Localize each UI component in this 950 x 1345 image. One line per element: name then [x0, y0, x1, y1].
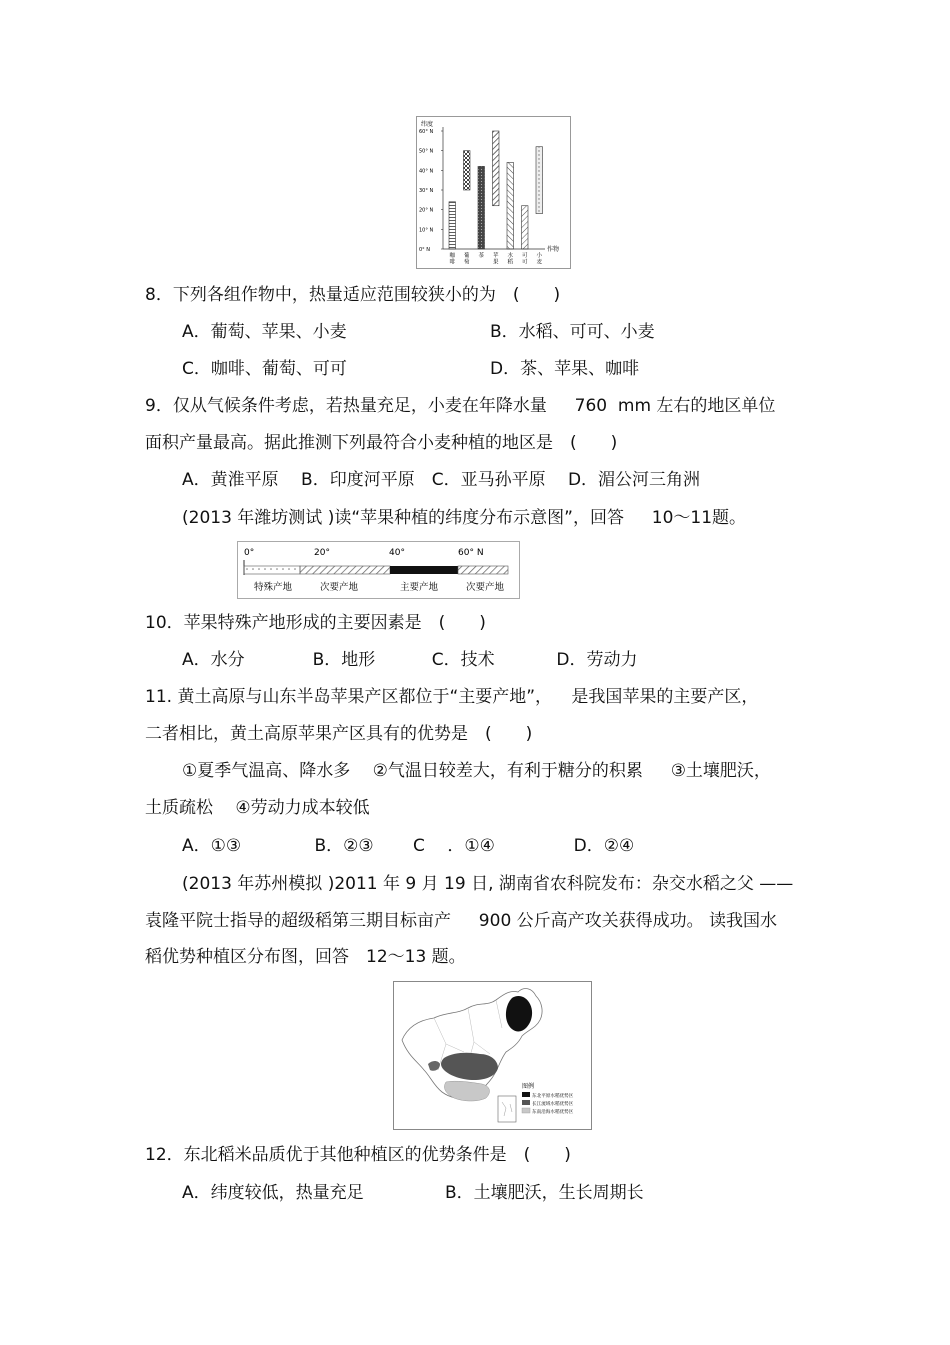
intro-12-13-line3: 稻优势种植区分布图，回答 12～13 题。 [145, 947, 466, 967]
category-label: 苹 [493, 253, 499, 259]
zone-label-secondary-1: 次要产地 [320, 582, 359, 593]
legend-label-southeast: 东南沿海水稻优势区 [532, 1110, 574, 1115]
category-label: 茶 [478, 253, 485, 259]
bar-可可 [522, 206, 529, 249]
q9-options: A．黄淮平原 B．印度河平原 C．亚马孙平原 D．湄公河三角洲 [182, 470, 701, 490]
q8-option-d: D．茶、苹果、咖啡 [490, 359, 640, 379]
y-tick-label: 60° N [419, 129, 434, 135]
intro-10-11: (2013 年潍坊测试 )读“苹果种植的纬度分布示意图”，回答 10～11题。 [182, 508, 747, 528]
q12-option-b: B．土壤肥沃，生长周期长 [445, 1183, 644, 1203]
apple-strip-svg [238, 542, 519, 598]
legend-title: 图例 [522, 1083, 535, 1090]
category-label: 稻 [507, 259, 514, 266]
category-label: 小 [536, 253, 543, 259]
crop-latitude-svg [417, 117, 570, 268]
zone-main [390, 566, 458, 574]
category-label: 麦 [536, 259, 543, 266]
category-label: 水 [507, 253, 514, 259]
q12-option-a: A．纬度较低，热量充足 [182, 1183, 364, 1203]
y-tick-label: 30° N [419, 188, 434, 194]
y-tick-label: 10° N [419, 227, 434, 234]
x-axis-label: 作物 [547, 246, 560, 253]
category-label: 可 [522, 253, 528, 259]
q9-stem-line2: 面积产量最高。据此推测下列最符合小麦种植的地区是 ( ) [145, 433, 618, 453]
zone-special [244, 566, 300, 574]
strip-tick-0: 0° [244, 548, 255, 558]
q10-options: A．水分 B．地形 C．技术 D．劳动力 [182, 650, 638, 670]
legend-swatch-yangtze [522, 1100, 530, 1105]
q8-option-b: B．水稻、可可、小麦 [490, 322, 655, 342]
strip-tick-20: 20° [314, 548, 330, 558]
q10-stem: 10．苹果特殊产地形成的主要因素是 ( ) [145, 613, 486, 633]
bar-水稻 [507, 162, 514, 249]
y-tick-label: 20° N [419, 207, 434, 214]
category-label: 萄 [464, 259, 470, 266]
legend-swatch-northeast [522, 1092, 530, 1097]
q9-stem-line1: 9．仅从气候条件考虑，若热量充足，小麦在年降水量 760 mm 左右的地区单位 [145, 396, 776, 416]
q11-stem-line2: 二者相比，黄土高原苹果产区具有的优势是 ( ) [145, 724, 533, 744]
bar-葡萄 [464, 151, 471, 190]
q11-statements-line1: ①夏季气温高、降水多 ②气温日较差大，有利于糖分的积累 ③土壤肥沃， [182, 761, 771, 781]
q11-stem-line1: 11. 黄土高原与山东半岛苹果产区都位于“主要产地”， 是我国苹果的主要产区， [145, 687, 759, 707]
intro-12-13-line2: 袁隆平院士指导的超级稻第三期目标亩产 900 公斤高产攻关获得成功。 读我国水 [145, 911, 778, 931]
category-label: 果 [493, 259, 499, 266]
strip-tick-40: 40° [389, 548, 405, 558]
south-china-sea-inset [498, 1096, 516, 1122]
q11-statements-line2: 土质疏松 ④劳动力成本较低 [145, 798, 370, 818]
bar-小麦 [536, 147, 543, 214]
zone-label-main: 主要产地 [400, 582, 439, 593]
strip-tick-60: 60° N [458, 548, 484, 558]
q8-option-c: C．咖啡、葡萄、可可 [182, 359, 347, 379]
zone-label-secondary-2: 次要产地 [466, 582, 505, 593]
legend-swatch-southeast [522, 1108, 530, 1113]
southeast-rice-region [444, 1081, 489, 1101]
crop-latitude-chart [416, 116, 571, 269]
zone-secondary-2 [458, 566, 508, 574]
intro-12-13-line1: (2013 年苏州模拟 )2011 年 9 月 19 日, 湖南省农科院发布：杂交水稻之父 —— [182, 874, 794, 894]
q8-stem: 8．下列各组作物中，热量适应范围较狭小的为 ( ) [145, 285, 561, 305]
q11-options: A．①③ B．②③ C ．①④ D．②④ [182, 836, 635, 856]
rice-region-map [393, 981, 592, 1130]
bar-苹果 [493, 131, 500, 206]
y-tick-label: 50° N [419, 148, 434, 155]
bar-茶 [478, 166, 485, 249]
category-label: 咖 [449, 253, 456, 259]
rice-map-svg [394, 982, 591, 1129]
q8-option-a: A．葡萄、苹果、小麦 [182, 322, 347, 342]
zone-label-special: 特殊产地 [254, 582, 293, 593]
legend-label-northeast: 东北平原水稻优势区 [532, 1094, 574, 1099]
y-axis-label: 纬度 [421, 121, 434, 128]
y-tick-label: 0° N [419, 247, 431, 253]
q12-stem: 12．东北稻米品质优于其他种植区的优势条件是 ( ) [145, 1145, 571, 1165]
category-label: 葡 [464, 253, 470, 259]
y-tick-label: 40° N [419, 168, 434, 175]
zone-secondary-1 [300, 566, 390, 574]
apple-latitude-strip [237, 541, 520, 599]
bar-咖啡 [449, 202, 456, 249]
category-label: 啡 [449, 259, 456, 266]
legend-label-yangtze: 长江流域水稻优势区 [532, 1102, 574, 1107]
category-label: 可 [522, 259, 528, 266]
